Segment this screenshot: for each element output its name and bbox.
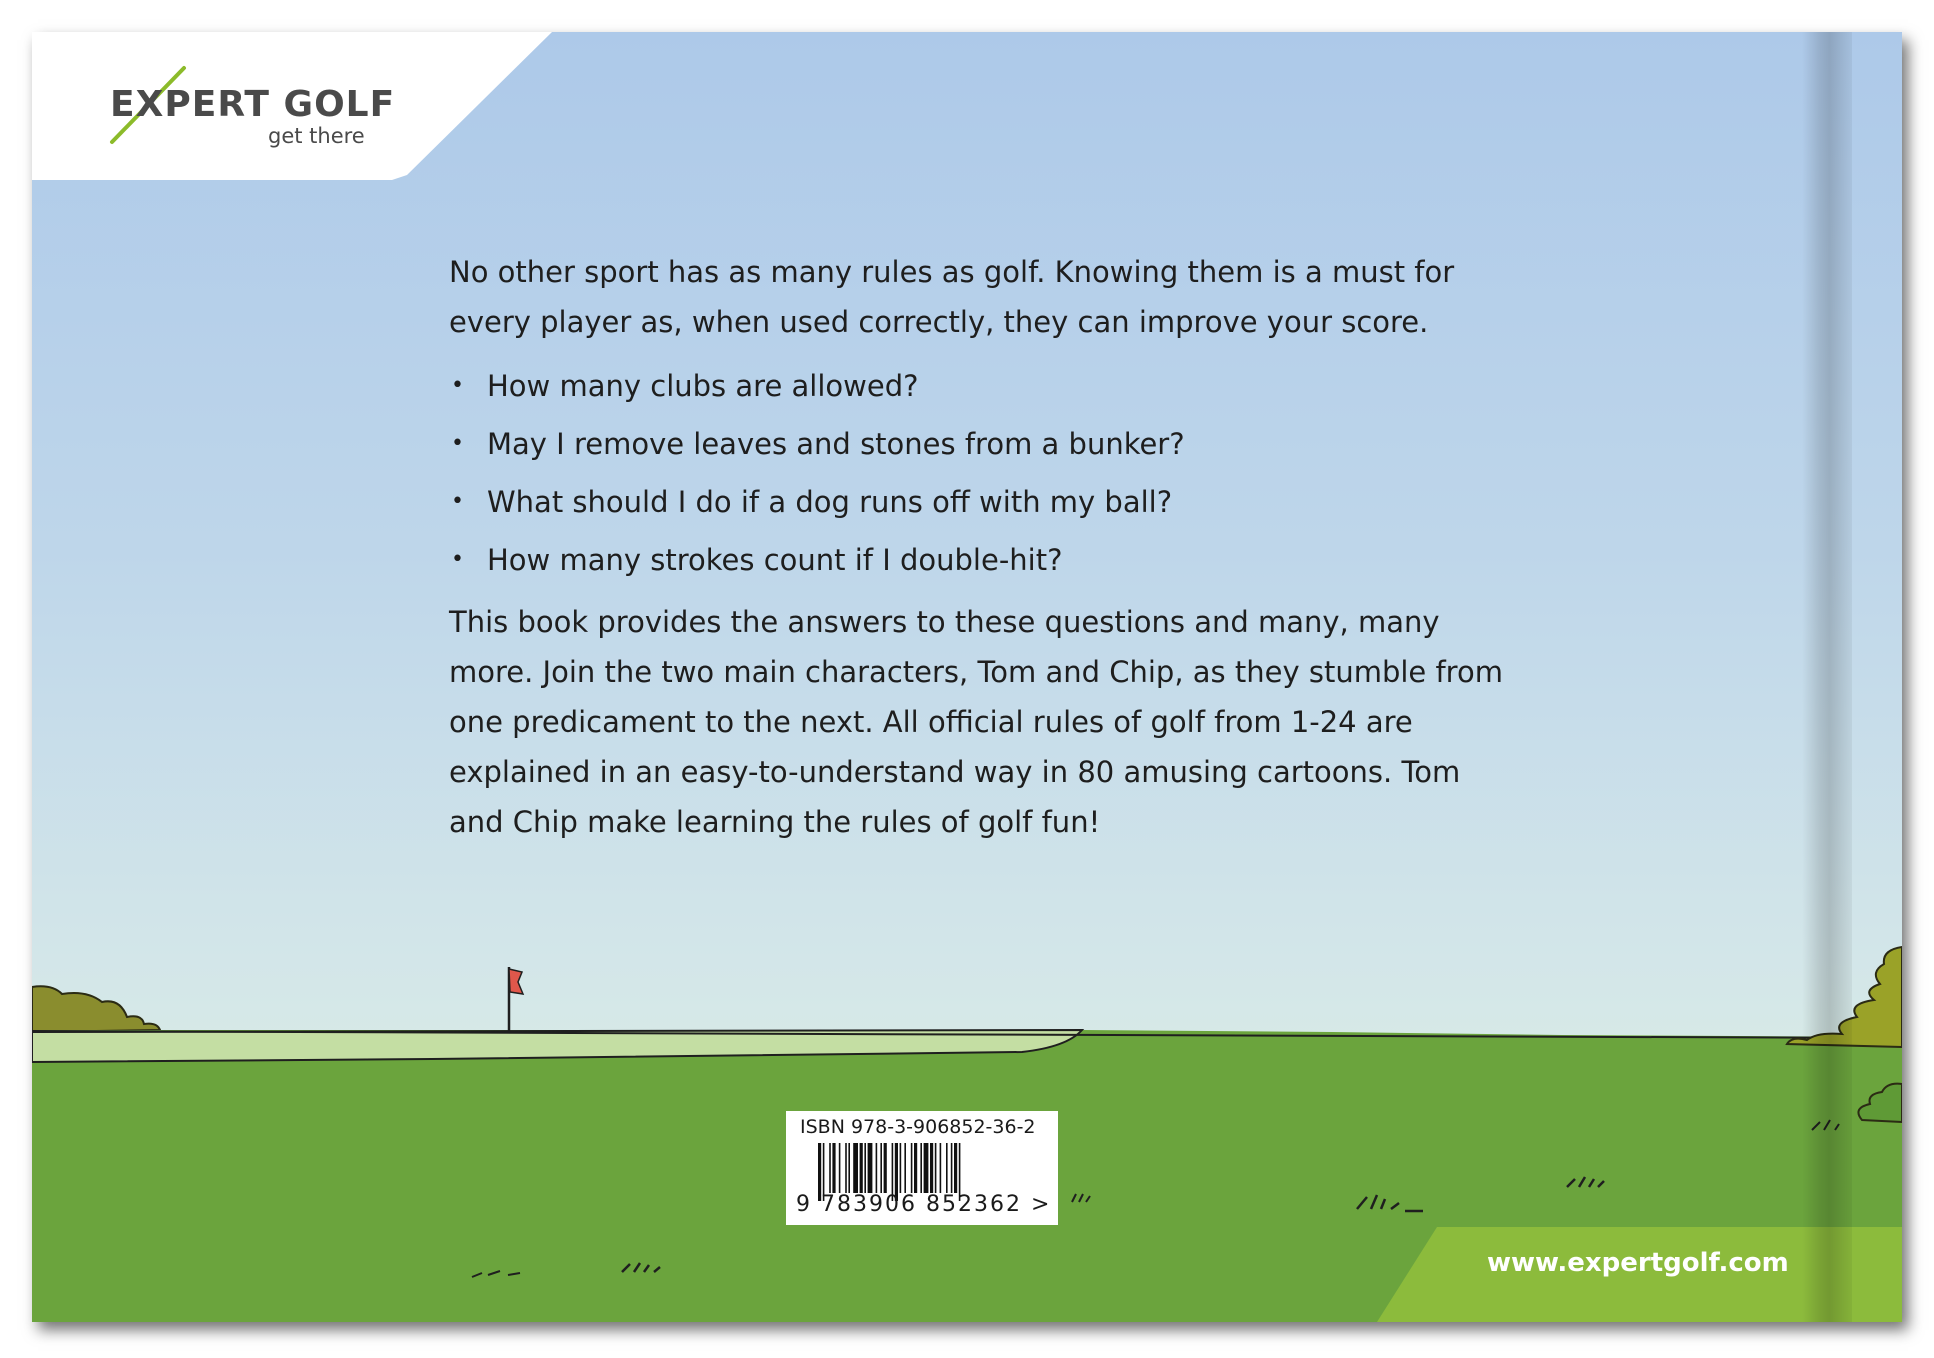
website-link[interactable]: www.expertgolf.com (1487, 1248, 1789, 1278)
bullet-icon: • (451, 547, 464, 572)
bullet-icon: • (451, 373, 464, 398)
barcode-bar (876, 1143, 878, 1193)
barcode-bar (946, 1143, 948, 1193)
barcode-bar (911, 1143, 913, 1193)
isbn-barcode (786, 1111, 1058, 1225)
barcode-bar (920, 1143, 922, 1193)
barcode-bar (839, 1143, 841, 1193)
flag-icon (509, 969, 523, 994)
barcode-bar (900, 1143, 902, 1193)
blurb-description: This book provides the answers to these questions and many, many more. Join the two main characters, Tom and Chip, as they stumble from one predicament to the next. All official rules of golf from 1-24 are explained in an easy-to-understand way in 80 amusing cartoons. Tom and Chip make learning the rules of golf fun! (449, 605, 1503, 839)
list-item: • What should I do if a dog runs off with my ball? (449, 473, 1509, 531)
blurb (449, 247, 1509, 847)
barcode-bar (860, 1143, 863, 1193)
bullet-icon: • (451, 489, 464, 514)
barcode-bar (853, 1143, 858, 1193)
isbn-digits: 9 783906 852362 > (796, 1192, 1052, 1217)
barcode-bar (935, 1143, 937, 1193)
isbn-label: ISBN 978-3-906852-36-2 (800, 1116, 1036, 1138)
bullet-icon: • (451, 431, 464, 456)
barcode-bar (832, 1143, 835, 1193)
barcode-bar (829, 1143, 831, 1193)
barcode-bar (868, 1143, 873, 1193)
blurb-intro: No other sport has as many rules as golf. Knowing them is a must for every player as, when used correctly, they can improve your score. (449, 255, 1455, 339)
list-item: • May I remove leaves and stones from a bunker? (449, 415, 1509, 473)
barcode-bar (884, 1143, 887, 1193)
list-item: • How many strokes count if I double-hit? (449, 531, 1509, 589)
barcode-bar (930, 1143, 933, 1193)
list-item: • How many clubs are allowed? (449, 357, 1509, 415)
barcode-bar (914, 1143, 917, 1193)
barcode-bar (951, 1143, 953, 1193)
barcode-bar (904, 1143, 906, 1193)
barcode-bar (848, 1143, 850, 1193)
barcode-bar (954, 1143, 957, 1193)
logo-brand: EXPERT GOLF (110, 84, 396, 125)
barcode-bar (880, 1143, 882, 1193)
barcode-bar (940, 1143, 942, 1193)
spine-shadow (1802, 32, 1852, 1322)
left-bush (32, 986, 160, 1032)
book-back-cover (32, 32, 1902, 1322)
barcode-bar (924, 1143, 929, 1193)
logo (32, 32, 552, 182)
barcode-bar (845, 1143, 847, 1193)
barcode-bar (864, 1143, 866, 1193)
logo-tagline: get there (268, 124, 365, 148)
question-list (449, 357, 1509, 589)
